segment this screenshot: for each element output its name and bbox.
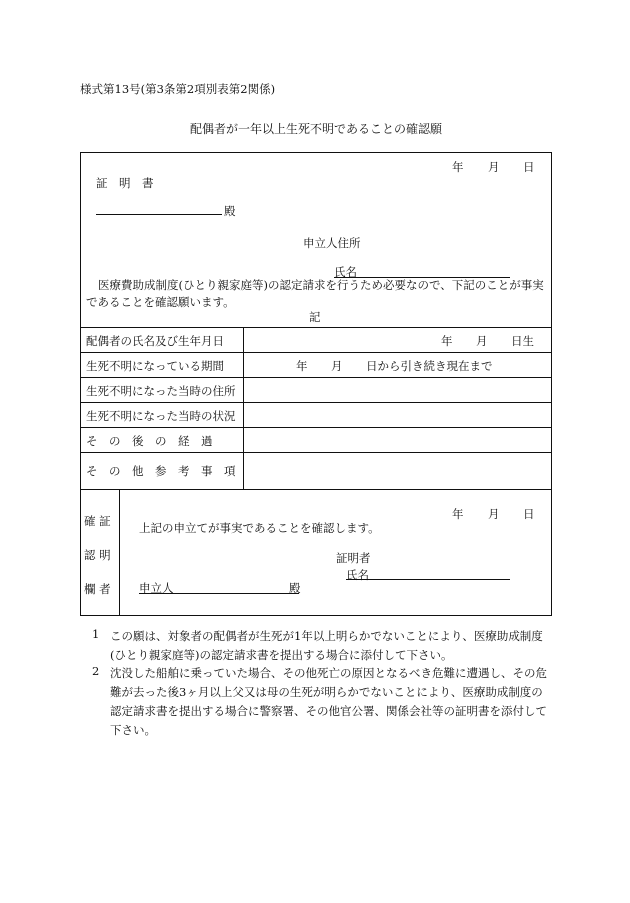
progress-field[interactable] bbox=[244, 428, 551, 452]
applicant-label: 申立人 bbox=[139, 581, 174, 595]
confirmation-col-2: 認 明 bbox=[84, 548, 111, 562]
request-text: 医療費助成制度(ひとり親家庭等)の認定請求を行うため必要なので、下記のことが事実であることを確認願います。 bbox=[86, 278, 544, 309]
applicant-address-label: 申立人住所 bbox=[303, 236, 361, 250]
document-title: 配偶者が一年以上生死不明であることの確認願 bbox=[190, 122, 443, 136]
applicant-name-label: 氏名 bbox=[334, 265, 357, 279]
confirm-applicant-line[interactable] bbox=[139, 593, 299, 594]
period-year: 年 bbox=[296, 359, 308, 373]
row-label-spouse-name-birth: 配偶者の氏名及び生年月日 bbox=[86, 334, 224, 348]
address-at-time-field[interactable] bbox=[244, 378, 551, 402]
row-label-progress: そ の 後 の 経 過 bbox=[86, 434, 213, 448]
confirm-date-day: 日 bbox=[523, 507, 535, 521]
note-number: 2 bbox=[92, 664, 100, 678]
note-number: 1 bbox=[92, 627, 100, 641]
confirmation-statement: 上記の申立てが事実であることを確認します。 bbox=[139, 521, 380, 535]
confirm-date-month: 月 bbox=[488, 507, 500, 521]
confirm-date-year: 年 bbox=[452, 507, 464, 521]
row-label-situation-at-time: 生死不明になった当時の状況 bbox=[86, 409, 236, 423]
note-text: 沈没した船舶に乗っていた場合、その他死亡の原因となるべき危難に遭遇し、その危難が去った後3ヶ月以上父又は母の生死が明らかでないことにより、医療助成制度の認定請求書を提出する場合に警察署、その他官公署、関係会社等の証明書を添付して下さい。 bbox=[110, 666, 547, 737]
birth-month: 月 bbox=[476, 334, 488, 348]
ki-label: 記 bbox=[309, 310, 321, 324]
birth-day: 日生 bbox=[511, 334, 534, 348]
certifier-name-line[interactable] bbox=[346, 579, 510, 580]
period-suffix: 日から引き続き現在まで bbox=[366, 359, 493, 373]
certificate-heading: 証 明 書 bbox=[96, 176, 154, 190]
row-label-address-at-time: 生死不明になった当時の住所 bbox=[86, 384, 236, 398]
certifier-label: 証明者 bbox=[336, 551, 371, 565]
form-number: 様式第13号(第3条第2項別表第2関係) bbox=[80, 82, 276, 96]
addressee-suffix: 殿 bbox=[224, 204, 236, 218]
period-month: 月 bbox=[331, 359, 343, 373]
addressee-line[interactable] bbox=[96, 214, 222, 215]
birth-year: 年 bbox=[441, 334, 453, 348]
row-label-other-notes: そ の 他 参 考 事 項 bbox=[86, 464, 236, 478]
confirm-dono: 殿 bbox=[289, 581, 301, 595]
date-year: 年 bbox=[452, 160, 464, 174]
note-text: この願は、対象者の配偶者が生死が1年以上明らかでないことにより、医療助成制度(ひとり親家庭等)の認定請求書を提出する場合に添付して下さい。 bbox=[110, 629, 543, 662]
date-month: 月 bbox=[488, 160, 500, 174]
certifier-name-label: 氏名 bbox=[346, 568, 369, 582]
row-label-missing-period: 生死不明になっている期間 bbox=[86, 359, 224, 373]
situation-at-time-field[interactable] bbox=[244, 403, 551, 427]
confirmation-col-1: 確 証 bbox=[84, 514, 111, 528]
date-day: 日 bbox=[523, 160, 535, 174]
confirmation-col-3: 欄 者 bbox=[84, 582, 111, 596]
spouse-name-birth-field[interactable] bbox=[244, 328, 434, 352]
other-notes-field[interactable] bbox=[244, 453, 551, 489]
